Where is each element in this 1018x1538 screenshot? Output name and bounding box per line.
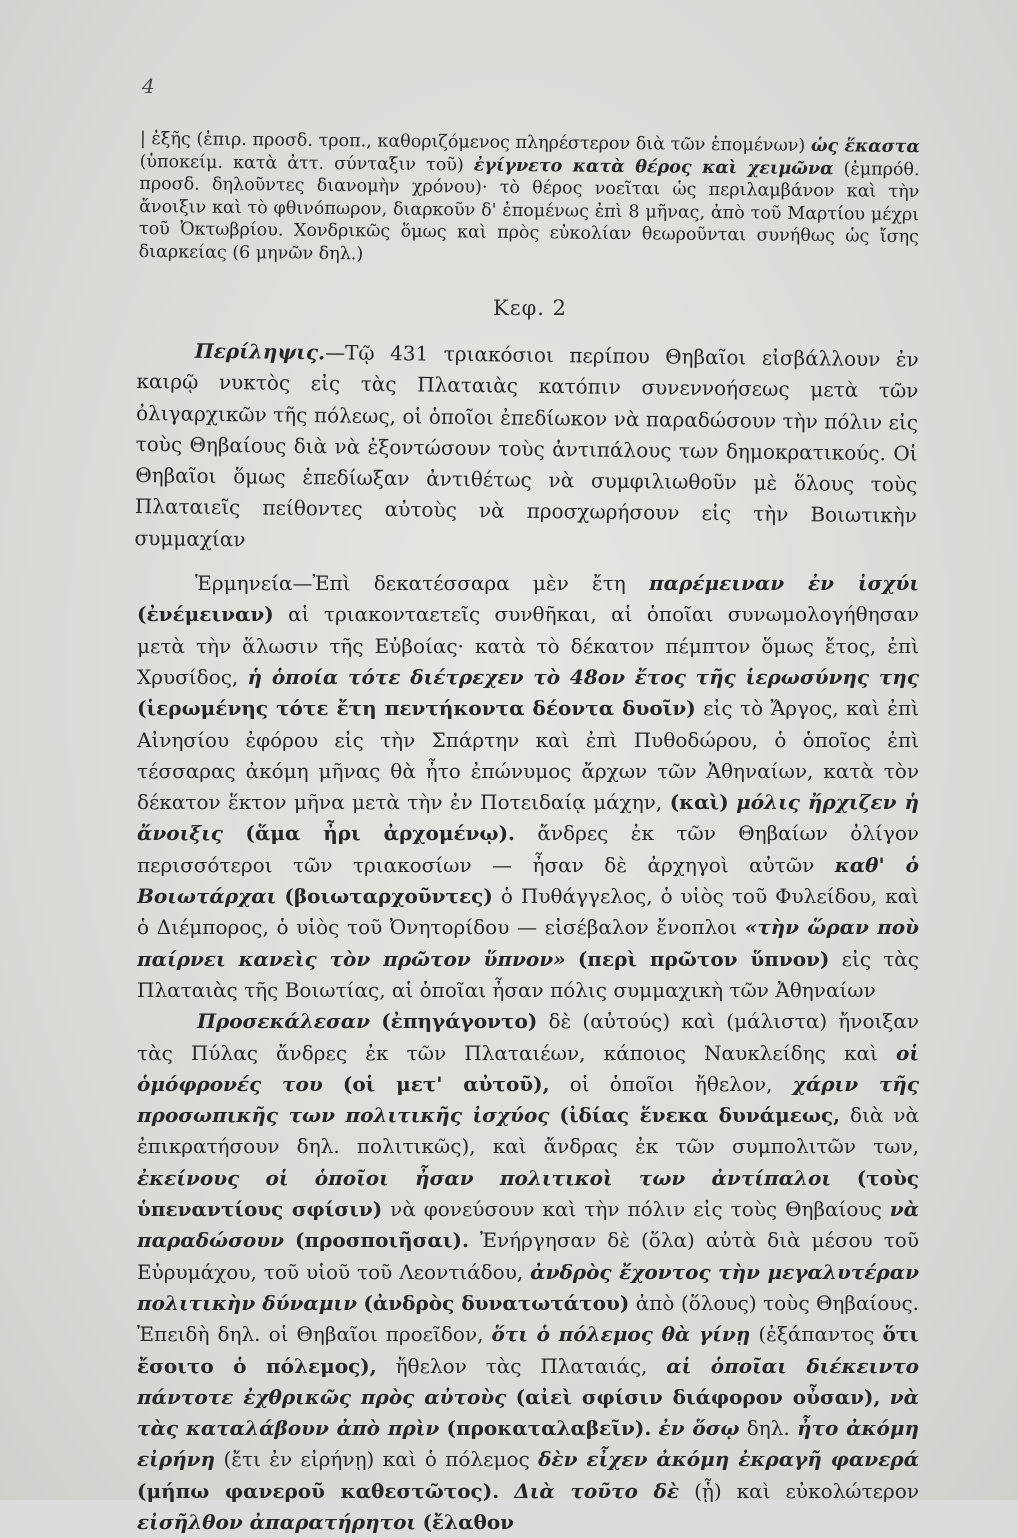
note-text: | ἐξῆς (ἐπιρ. προσδ. τροπ., καθοριζόμενος πληρέστερον διὰ τῶν ἑπομένων) (139, 128, 806, 156)
translation-phrase: ἦτο ἀκόμη εἰρήνη (137, 1416, 920, 1472)
interpretation-text: εἰς τὸ Ἄργος, καὶ ἐπὶ Αἰνησίου ἐφόρου εἰς τὴν Σπάρτην καὶ ἐπὶ Πυθοδώρου, ὁ ὁποῖος ἐπὶ τέσσαρας ἀκόμη μῆνας θὰ ἦτο ἐπώνυμος ἄρχων τῶν Ἀθηναίων, κατὰ τὸν δέκατον ἕκτον μῆνα μετὰ τὴν ἐν Ποτειδαίᾳ μάχην, (137, 696, 920, 815)
translation-phrase: ὅτι ὁ πόλεμος θὰ γίνῃ (491, 1322, 751, 1347)
translation-phrase: εἰσῆλθον ἀπαρατήρητοι (137, 1509, 417, 1534)
continuation-paragraph (137, 1006, 919, 1538)
original-phrase: (ἔλαθον (422, 1509, 515, 1534)
translation-phrase: καθ' ὁ Βοιωτάρχαι (137, 852, 919, 909)
original-phrase: (οἱ μετ' αὐτοῦ), (342, 1071, 550, 1096)
main-text (134, 335, 920, 1538)
original-phrase: (ἀνδρὸς δυνατωτάτου) (363, 1290, 630, 1315)
interpretation-text: εἰς τὰς Πλαταιὰς τῆς Βοιωτίας, αἱ ὁποῖαι ἦσαν πόλις συμμαχικὴ τῶν Ἀθηναίων (137, 946, 919, 1002)
interpretation-text: ὁ Πυθάγγελος, ὁ υἱὸς τοῦ Φυλείδου, καὶ ὁ Διέμπορος, ὁ υἱὸς τοῦ Ὀνητορίδου — εἰσέβαλον ἔνοπλοι (137, 884, 920, 940)
interpretation-text: —Ἐπὶ δεκατέσσαρα μὲν ἔτη (292, 571, 626, 596)
summary-text: —Τῷ 431 τριακόσιοι περίπου Θηβαῖοι εἰσβάλλουν ἐν καιρῷ νυκτὸς εἰς τὰς Πλαταιὰς κατόπιν συνεννοήσεως μετὰ τῶν ὀλιγαρχικῶν τῆς πόλεως, οἱ ὁποῖοι ἐπεδίωκον νὰ παραδώσουν τὴν πόλιν εἰς τοὺς Θηβαίους διὰ νὰ ἐξοντώσουν τοὺς ἀντιπάλους των δημοκρατικούς. Οἱ Θηβαῖοι ὅμως ἐπεδίωξαν ἀντιθέτως νὰ συμφιλιωθοῦν μὲ ὅλους τοὺς Πλαταιεῖς πείθοντες αὐτοὺς νὰ προσχωρήσουν εἰς τὴν Βοιωτικὴν συμμαχίαν (134, 340, 919, 552)
translation-phrase: «τὴν ὥραν ποὺ παίρνει κανεὶς τὸν πρῶτον ὕπνον» (137, 915, 919, 971)
original-phrase: (βοιωταρχοῦντες) (284, 884, 493, 909)
translation-phrase: Διὰ τοῦτο δὲ (514, 1478, 680, 1503)
original-phrase: (προκαταλαβεῖν). (446, 1416, 652, 1441)
translation-phrase: μόλις ἤρχιζεν ἡ ἄνοιξις (137, 790, 919, 846)
continuation-text: οἱ ὁποῖοι ἤθελον, (569, 1071, 773, 1096)
note-text: (ἐμπρόθ. προσδ. δηλοῦντες διανομὴν χρόνου)· τὸ θέρος νοεῖται ὡς περιλαμβάνον καὶ τὴν ἄνοιξιν καὶ τὸ φθινόπωρον, διαρκοῦν δ' ἐπομένως ἐπὶ 8 μῆνας, ἀπὸ τοῦ Μαρτίου μέχρι τοῦ Ὀκτωβρίου. Χονδρικῶς ὅμως καὶ πρὸς εὐκολίαν θεωροῦνται συνήθως ὡς ἴσης διαρκείας (6 μηνῶν δηλ.) (138, 158, 920, 264)
continuation-text: δηλ. (746, 1416, 790, 1441)
translation-phrase: ἐν ὅσῳ (658, 1416, 740, 1441)
continuation-text: ἀπὸ (ὅλους) τοὺς Θηβαίους. Ἐπειδὴ δηλ. οἱ Θηβαῖοι προεῖδον, (137, 1290, 920, 1347)
original-phrase: (ἐνέμειναν) (137, 602, 274, 627)
original-phrase: (ἅμα ἦρι ἀρχομένῳ). (245, 821, 515, 846)
continuation-text: δὲ (αὐτούς) καὶ (μάλιστα) ἤνοιξαν τὰς Πύλας ἄνδρες ἐκ τῶν Πλαταιέων, κάποιος Ναυκλείδης καὶ (137, 1009, 920, 1065)
original-phrase: (ἐξάπαντος (758, 1322, 875, 1347)
original-phrase: (καὶ) (669, 790, 729, 815)
continuation-text: Ἐνήργησαν δὲ (ὅλα) αὐτὰ διὰ μέσου τοῦ Εὐρυμάχου, τοῦ υἱοῦ τοῦ Λεοντιάδου, (137, 1228, 920, 1284)
translation-phrase: αἱ ὁποῖαι διέκειντο πάντοτε ἐχθρικῶς πρὸς αὐτοὺς (137, 1353, 920, 1409)
interpretation-paragraph (137, 568, 919, 1006)
original-phrase: (ἱερωμένης τότε ἔτη πεντήκοντα δέοντα δυοῖν) (137, 696, 696, 721)
note-term: ὡς ἕκαστα (810, 136, 920, 158)
translation-phrase: δὲν εἶχεν ἀκόμη ἐκραγῆ φανερά (538, 1447, 919, 1472)
note-term: ἐγίγνετο κατὰ θέρος καὶ χειμῶνα (473, 154, 834, 179)
translation-phrase: οἱ ὁμόφρονές του (137, 1040, 920, 1096)
continuation-text: ἤθελον τὰς Πλαταιάς, (395, 1353, 648, 1378)
footnote-block (139, 128, 920, 271)
translation-phrase: Προσεκάλεσαν (197, 1009, 371, 1034)
original-phrase: (προσποιῆσαι). (294, 1228, 469, 1253)
continuation-text: (ᾗ) καὶ εὐκολώτερον (694, 1478, 919, 1503)
continuation-text: καὶ ὁ πόλεμος (382, 1447, 530, 1472)
continuation-text: διὰ νὰ ἐπικρατήσουν δηλ. πολιτικῶς), καὶ ἄνδρας ἐκ τῶν συμπολιτῶν των, (137, 1103, 919, 1159)
original-phrase: (τοὺς ὑπεναντίους σφίσιν) (137, 1165, 920, 1222)
original-phrase: (ἰδίας ἕνεκα δυνάμεως, (559, 1103, 841, 1128)
original-phrase: (αἰεὶ σφίσιν διάφορον οὖσαν), (515, 1384, 881, 1409)
translation-phrase: ἀνδρὸς ἔχοντος τὴν μεγαλυτέραν πολιτικὴν δύναμιν (137, 1259, 920, 1315)
translation-phrase: παρέμειναν ἐν ἰσχύι (649, 571, 919, 596)
interpretation-text: αἱ τριακονταετεῖς συνθῆκαι, αἱ ὁποῖαι συνωμολογήθησαν μετὰ τὴν ἅλωσιν τῆς Εὐβοίας· κατὰ τὸ δέκατον πέμπτον ὅμως ἔτος, ἐπὶ Χρυσίδος, (137, 602, 919, 689)
translation-phrase: χάριν τῆς προσωπικῆς των πολιτικῆς ἰσχύος (137, 1071, 920, 1128)
original-phrase: (μήπω φανεροῦ καθεστῶτος). (137, 1478, 500, 1503)
interpretation-label: Ἑρμηνεία (195, 571, 293, 596)
original-phrase: (περὶ πρῶτον ὕπνον) (577, 946, 830, 971)
translation-phrase: ἐκείνους οἱ ὁποῖοι ἦσαν πολιτικοὶ των ἀντίπαλοι (137, 1165, 832, 1190)
summary-label: Περίληψις. (194, 338, 326, 365)
original-phrase: (ἐπηγάγοντο) (381, 1009, 538, 1034)
continuation-text: νὰ φονεύσουν καὶ τὴν πόλιν εἰς τοὺς Θηβαίους (390, 1197, 882, 1222)
translation-phrase: νὰ παραδώσουν (137, 1197, 920, 1253)
chapter-heading: Κεφ. 2 (493, 296, 567, 320)
note-text: (ὑποκείμ. κατὰ ἀττ. σύνταξιν τοῦ) (139, 151, 464, 175)
translation-phrase: νὰ τὰς καταλάβουν ἀπὸ πρὶν (137, 1384, 920, 1441)
translation-phrase: ἡ ὁποία τότε διέτρεχεν τὸ 48ον ἔτος τῆς ἱερωσύνης της (247, 664, 920, 689)
original-phrase: ὅτι ἔσοιτο ὁ πόλεμος), (137, 1322, 920, 1378)
summary-paragraph (134, 335, 919, 564)
interpretation-text: ἄνδρες ἐκ τῶν Θηβαίων ὀλίγον περισσότεροι τῶν τριακοσίων — ἦσαν δὲ ἀρχηγοὶ αὐτῶν (137, 821, 920, 877)
original-phrase: (ἔτι ἐν εἰρήνῃ) (223, 1447, 375, 1472)
page-number: 4 (142, 74, 155, 98)
